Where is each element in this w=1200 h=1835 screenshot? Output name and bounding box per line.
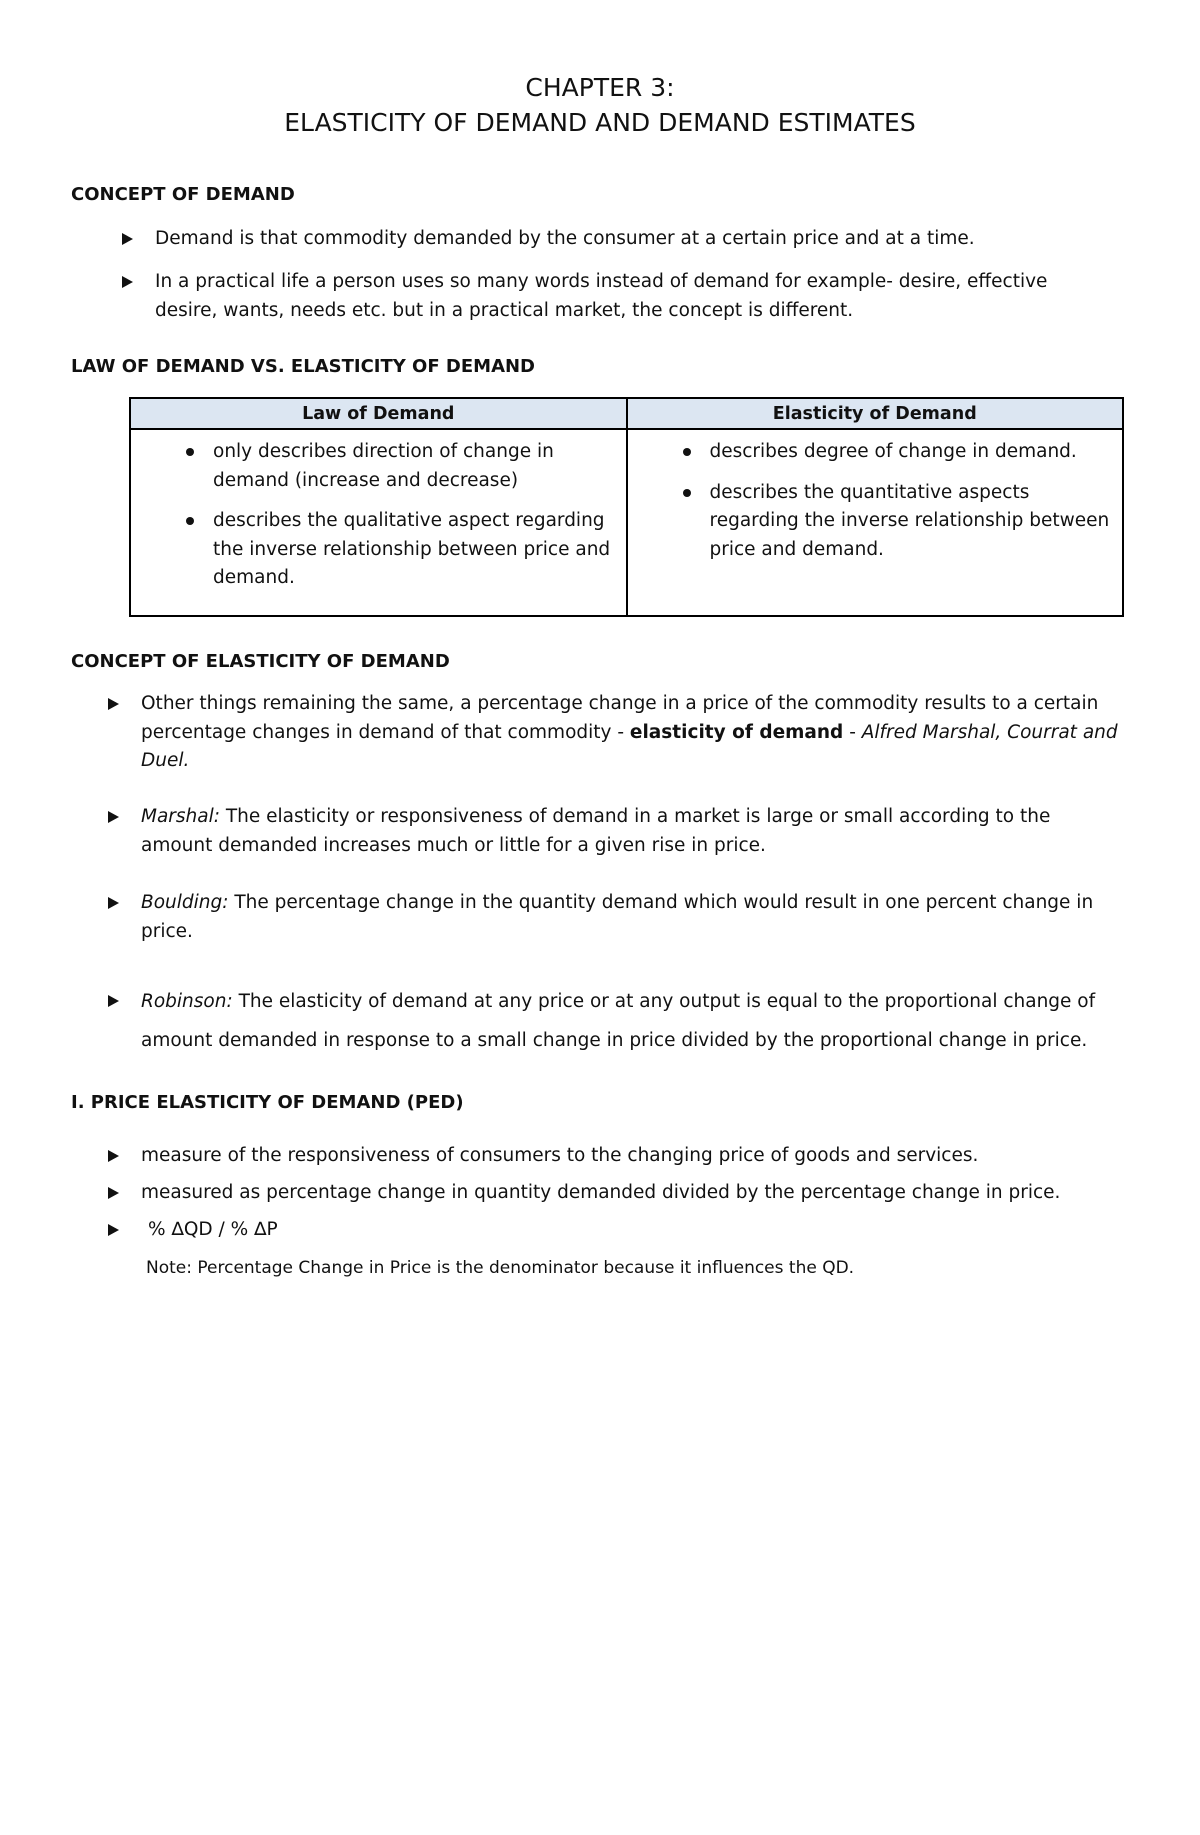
column-header-elasticity: Elasticity of Demand (627, 398, 1124, 429)
ped-note: Note: Percentage Change in Price is the denominator because it influences the QD. (146, 1258, 855, 1278)
table-header-row (130, 398, 1123, 429)
arrow-bullet-icon (108, 1187, 119, 1199)
bullet-dot-icon (683, 489, 691, 497)
author-name: Boulding: (141, 892, 229, 913)
author-name: Marshal: (141, 806, 220, 827)
definition-text: The elasticity of demand at any price or at any output is equal to the proportional change of amount demanded in response to a small change in price divided by the proportional change in price. (141, 991, 1096, 1051)
elasticity-cell (627, 429, 1124, 616)
arrow-bullet-icon (108, 995, 119, 1007)
list-item (155, 268, 1095, 325)
definition-text: Other things remaining the same, a percentage change in a price of the commodity results to a certain percentage changes in demand of that commodity - (141, 693, 1099, 743)
formula-text: % ∆QD / % ∆P (148, 1219, 278, 1240)
chapter-number: CHAPTER 3: (525, 73, 675, 102)
ped-heading: I. PRICE ELASTICITY OF DEMAND (PED) (71, 1092, 464, 1113)
arrow-bullet-icon (108, 811, 119, 823)
bullet-dot-icon (186, 517, 194, 525)
arrow-bullet-icon (108, 1224, 119, 1236)
cell-text: describes the quantitative aspects regarding the inverse relationship between price and demand. (709, 481, 1110, 560)
author-name: Robinson: (141, 991, 233, 1012)
column-header-law: Law of Demand (130, 398, 627, 429)
list-item (148, 1216, 748, 1245)
cell-text: describes the qualitative aspect regarding the inverse relationship between price and demand. (213, 510, 611, 588)
bullet-text: Demand is that commodity demanded by the consumer at a certain price and at a time. (155, 228, 975, 249)
concept-of-elasticity-heading: CONCEPT OF ELASTICITY OF DEMAND (71, 651, 450, 672)
definition-text: The percentage change in the quantity demand which would result in one percent change in price. (141, 892, 1094, 942)
arrow-bullet-icon (108, 698, 119, 710)
list-item (640, 479, 1111, 565)
law-vs-elasticity-heading: LAW OF DEMAND VS. ELASTICITY OF DEMAND (71, 356, 536, 377)
bullet-text (141, 690, 1126, 776)
list-item (141, 1179, 1126, 1208)
authors: Alfred Marshal, Courrat and Duel. (141, 721, 1118, 771)
table-row (130, 429, 1123, 616)
cell-text: describes degree of change in demand. (709, 441, 1077, 462)
bullet-text (141, 889, 1126, 946)
bullet-text (141, 803, 1116, 860)
list-item (141, 1142, 1126, 1171)
bullet-dot-icon (683, 448, 691, 456)
list-item (141, 803, 1116, 860)
bullet-text: In a practical life a person uses so many words instead of demand for example- desire, effective desire, wants, needs etc. but in a practical market, the concept is different. (155, 271, 1048, 321)
bullet-dot-icon (186, 448, 194, 456)
list-item (141, 982, 1126, 1060)
bullet-text: measure of the responsiveness of consumers to the changing price of goods and services. (141, 1145, 979, 1166)
bullet-text: measured as percentage change in quantity demanded divided by the percentage change in price. (141, 1182, 1061, 1203)
dash-separator: - (843, 721, 862, 743)
list-item (141, 889, 1126, 946)
arrow-bullet-icon (108, 1150, 119, 1162)
list-item (141, 690, 1126, 776)
definition-text: The elasticity or responsiveness of demand in a market is large or small according to the amount demanded increases much or little for a given rise in price. (141, 806, 1051, 856)
concept-of-demand-heading: CONCEPT OF DEMAND (71, 184, 295, 205)
arrow-bullet-icon (108, 897, 119, 909)
list-item (143, 507, 614, 593)
bullet-text (141, 982, 1126, 1060)
arrow-bullet-icon (122, 276, 133, 288)
cell-text: only describes direction of change in demand (increase and decrease) (213, 441, 554, 491)
list-item (143, 438, 614, 495)
chapter-title: ELASTICITY OF DEMAND AND DEMAND ESTIMATES (284, 108, 916, 137)
comparison-table (129, 397, 1124, 617)
list-item (640, 438, 1111, 467)
list-item (155, 225, 1115, 254)
law-cell (130, 429, 627, 616)
arrow-bullet-icon (122, 233, 133, 245)
term-elasticity-of-demand: elasticity of demand (629, 721, 844, 743)
